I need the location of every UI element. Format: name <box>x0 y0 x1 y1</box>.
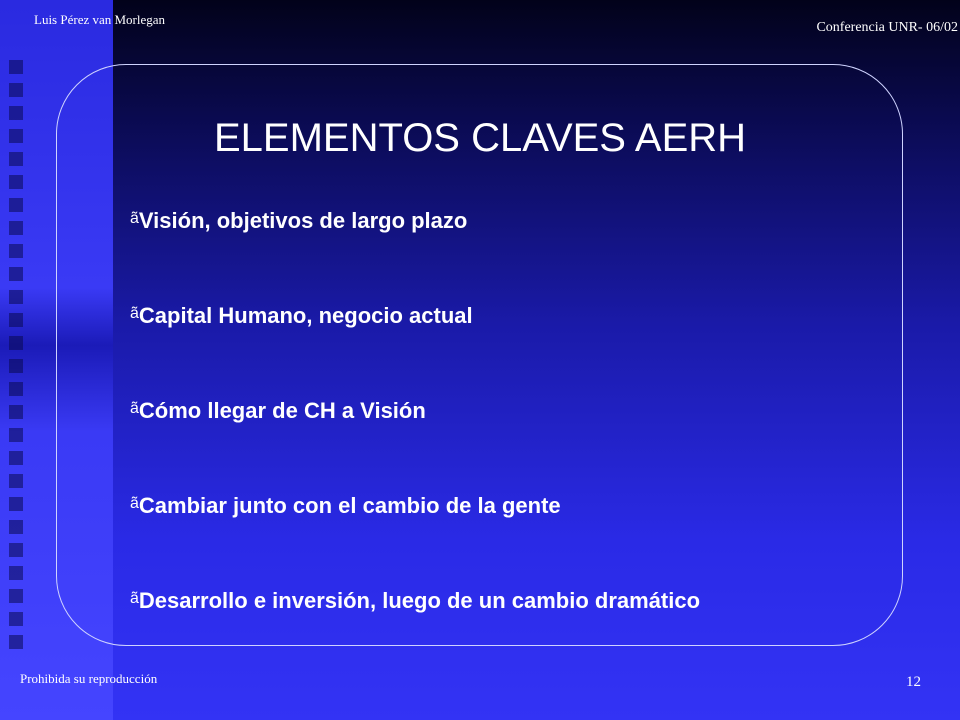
bullet-item <box>130 206 830 301</box>
bullet-list <box>130 206 830 681</box>
bullet-text: Cómo llegar de CH a Visión <box>138 398 426 423</box>
conference-label: Conferencia UNR- 06/02 <box>816 20 958 35</box>
bullet-marker-icon: ã <box>130 590 139 607</box>
copyright-notice: Prohibida su reproducción <box>20 671 158 686</box>
bullet-text: Visión, objetivos de largo plazo <box>138 208 468 233</box>
slide-title <box>0 116 960 161</box>
bullet-text: Cambiar junto con el cambio de la gente <box>138 493 561 518</box>
bullet-item <box>130 396 830 491</box>
bullet-item <box>130 301 830 396</box>
bullet-marker-icon: ã <box>130 210 139 227</box>
bullet-marker-icon: ã <box>130 400 139 417</box>
bullet-item <box>130 491 830 586</box>
bullet-text: Desarrollo e inversión, luego de un cambio dramático <box>138 588 701 613</box>
author-name: Luis Pérez van Morlegan <box>34 12 166 27</box>
bullet-marker-icon: ã <box>130 495 139 512</box>
bullet-item <box>130 586 830 681</box>
page-number: 12 <box>906 674 921 690</box>
bullet-marker-icon: ã <box>130 305 139 322</box>
slide-title-text: ELEMENTOS CLAVES AERH <box>213 116 747 160</box>
bullet-text: Capital Humano, negocio actual <box>138 303 473 328</box>
